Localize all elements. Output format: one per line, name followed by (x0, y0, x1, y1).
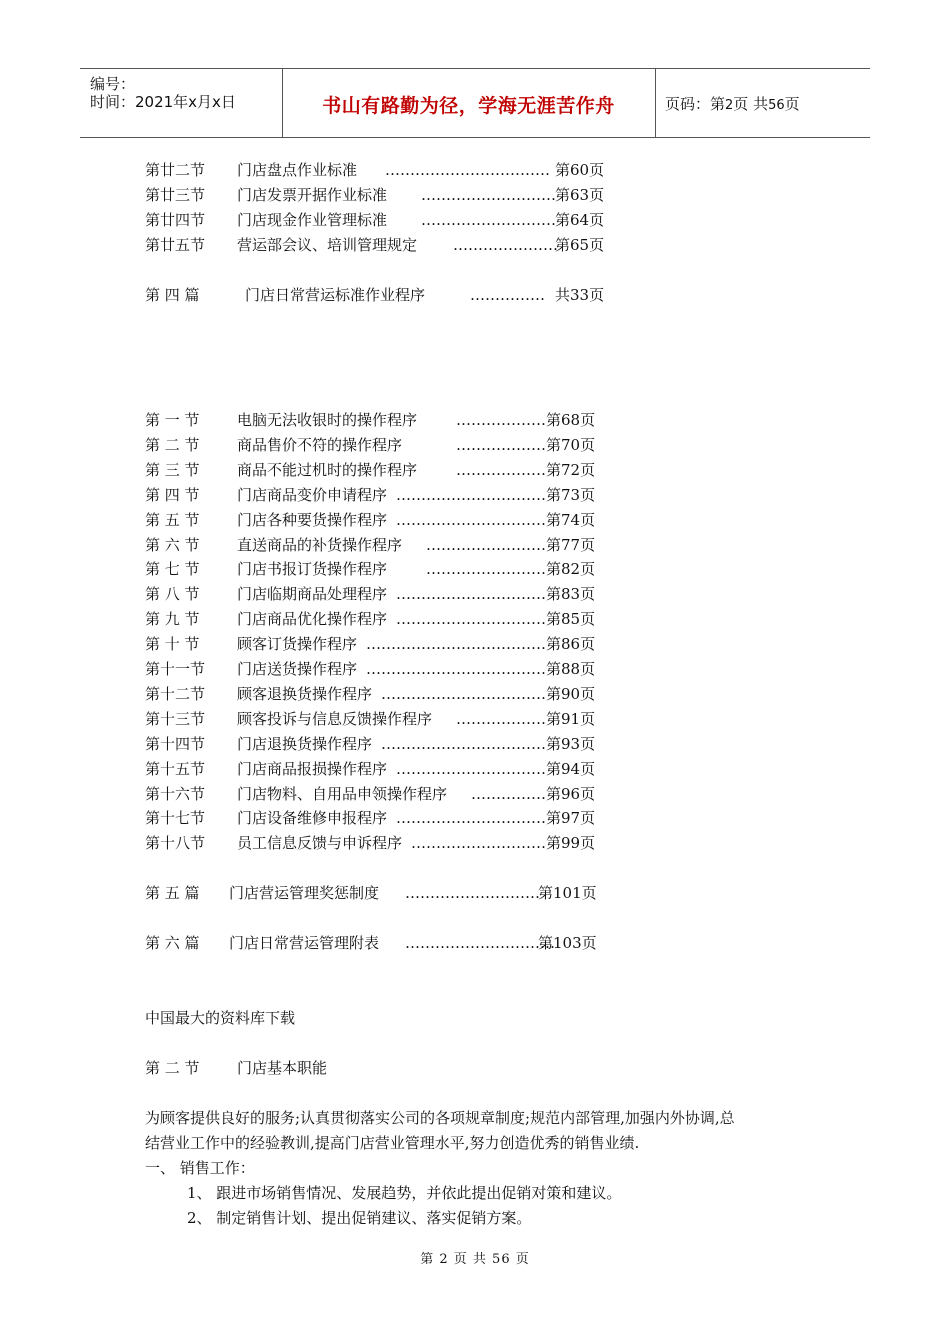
toc-page: 第86页 (546, 635, 596, 653)
toc-title: 门店书报订货操作程序 (237, 560, 388, 578)
toc-dots: ………………………… (396, 511, 546, 529)
toc-section: 第廿四节 (145, 211, 206, 229)
download-note: 中国最大的资料库下载 (145, 1009, 296, 1027)
toc-section: 第 四 篇 (145, 286, 200, 304)
toc-title: 门店临期商品处理程序 (237, 585, 388, 603)
toc-title: 直送商品的补货操作程序 (237, 536, 403, 554)
toc-page: 第96页 (546, 785, 596, 803)
toc-page: 第101页 (538, 884, 597, 902)
toc-section: 第十一节 (145, 660, 206, 678)
toc-page: 第94页 (546, 760, 596, 778)
toc-section: 第十五节 (145, 760, 206, 778)
toc-page: 第91页 (546, 710, 596, 728)
toc-dots: ……………………………… (366, 660, 546, 678)
toc-page: 第88页 (546, 660, 596, 678)
toc-page: 第64页 (555, 211, 605, 229)
toc-title: 门店营运管理奖惩制度 (229, 884, 380, 902)
toc-title: 门店日常营运标准作业程序 (245, 286, 426, 304)
toc-dots: ……………………… (421, 186, 556, 204)
toc-page: 第65页 (555, 236, 605, 254)
page-footer: 第 2 页 共 56 页 (420, 1252, 530, 1267)
toc-dots: ………………… (453, 236, 558, 254)
toc-page: 第60页 (555, 161, 605, 179)
toc-dots: ……………………………… (366, 635, 546, 653)
toc-page: 第93页 (546, 735, 596, 753)
paragraph-line: 为顾客提供良好的服务;认真贯彻落实公司的各项规章制度;规范内部管理,加强内外协调,总 (145, 1109, 735, 1127)
toc-page: 第68页 (546, 411, 596, 429)
toc-section: 第 十 节 (145, 635, 200, 653)
section-number: 第 二 节 (145, 1059, 200, 1077)
toc-dots: ……………………… (405, 884, 540, 902)
page-header (80, 68, 870, 138)
toc-dots: ………………………… (396, 585, 546, 603)
toc-page: 第99页 (546, 834, 596, 852)
toc-title: 门店送货操作程序 (237, 660, 358, 678)
toc-title: 门店退换货操作程序 (237, 735, 373, 753)
toc-section: 第 二 节 (145, 436, 200, 454)
toc-page: 第73页 (546, 486, 596, 504)
toc-title: 顾客投诉与信息反馈操作程序 (237, 710, 433, 728)
toc-title: 顾客订货操作程序 (237, 635, 358, 653)
toc-title: 商品不能过机时的操作程序 (237, 461, 418, 479)
toc-page: 第72页 (546, 461, 596, 479)
toc-dots: …………………………… (381, 685, 546, 703)
toc-section: 第 三 节 (145, 461, 200, 479)
toc-page: 第77页 (546, 536, 596, 554)
toc-dots: …………… (470, 286, 545, 304)
toc-section: 第 七 节 (145, 560, 200, 578)
paragraph-line: 结营业工作中的经验教训,提高门店营业管理水平,努力创造优秀的销售业绩. (145, 1134, 640, 1152)
toc-title: 门店盘点作业标准 (237, 161, 358, 179)
toc-section: 第十六节 (145, 785, 206, 803)
toc-title: 顾客退换货操作程序 (237, 685, 373, 703)
sales-heading: 一、 销售工作： (145, 1159, 255, 1177)
toc-title: 门店日常营运管理附表 (229, 934, 380, 952)
toc-section: 第十四节 (145, 735, 206, 753)
toc-section: 第廿五节 (145, 236, 206, 254)
section-title: 门店基本职能 (237, 1059, 328, 1077)
toc-section: 第十七节 (145, 809, 206, 827)
toc-title: 门店设备维修申报程序 (237, 809, 388, 827)
number-label: 编号： (90, 75, 136, 93)
toc-title: 门店物料、自用品申领操作程序 (237, 785, 448, 803)
toc-title: 门店发票开据作业标准 (237, 186, 388, 204)
toc-section: 第 六 节 (145, 536, 200, 554)
toc-section: 第 六 篇 (145, 934, 200, 952)
toc-page: 第70页 (546, 436, 596, 454)
toc-dots: …………………………… (385, 161, 550, 179)
toc-title: 员工信息反馈与申诉程序 (237, 834, 403, 852)
toc-dots: ………………………… (396, 760, 546, 778)
toc-title: 门店现金作业管理标准 (237, 211, 388, 229)
toc-title: 门店商品报损操作程序 (237, 760, 388, 778)
toc-section: 第 八 节 (145, 585, 200, 603)
toc-dots: ………………………… (396, 610, 546, 628)
sales-item: 2、 制定销售计划、提出促销建议、落实促销方案。 (187, 1209, 532, 1227)
motto-text: 书山有路勤为径，学海无涯苦作舟 (322, 95, 615, 117)
toc-section: 第 四 节 (145, 486, 200, 504)
toc-title: 电脑无法收银时的操作程序 (237, 411, 418, 429)
toc-dots: ………………………… (396, 809, 546, 827)
toc-dots: ……………… (456, 411, 546, 429)
header-motto-cell (282, 69, 656, 137)
toc-section: 第廿二节 (145, 161, 206, 179)
toc-title: 门店各种要货操作程序 (237, 511, 388, 529)
toc-section: 第 五 节 (145, 511, 200, 529)
toc-dots: ………………………… (405, 934, 555, 952)
toc-page: 第82页 (546, 560, 596, 578)
sales-item: 1、 跟进市场销售情况、发展趋势，并依此提出促销对策和建议。 (187, 1184, 622, 1202)
toc-dots: ………………………… (396, 486, 546, 504)
time-label: 时间：2021年x月x日 (90, 93, 236, 111)
toc-title: 门店商品优化操作程序 (237, 610, 388, 628)
toc-page: 第97页 (546, 809, 596, 827)
toc-section: 第 九 节 (145, 610, 200, 628)
page-prefix: 页码：第 (665, 95, 726, 113)
toc-title: 商品售价不符的操作程序 (237, 436, 403, 454)
toc-title: 门店商品变价申请程序 (237, 486, 388, 504)
toc-section: 第十二节 (145, 685, 206, 703)
toc-page: 第63页 (555, 186, 605, 204)
header-page-cell (655, 69, 870, 137)
toc-title: 营运部会议、培训管理规定 (237, 236, 418, 254)
toc-dots: …………………………… (381, 735, 546, 753)
toc-dots: ……………… (456, 436, 546, 454)
page-suffix: 页 (784, 95, 800, 113)
toc-dots: ……………… (456, 461, 546, 479)
toc-section: 第 一 节 (145, 411, 200, 429)
toc-section: 第十八节 (145, 834, 206, 852)
toc-dots: …………………… (426, 560, 546, 578)
toc-page: 第103页 (538, 934, 597, 952)
toc-dots: …………… (471, 785, 546, 803)
toc-dots: ……………… (456, 710, 546, 728)
toc-section: 第十三节 (145, 710, 206, 728)
page-current: 2 (725, 98, 734, 113)
page-code (665, 93, 800, 114)
toc-page: 第74页 (546, 511, 596, 529)
toc-page: 第85页 (546, 610, 596, 628)
toc-dots: ……………………… (421, 211, 556, 229)
toc-page: 共33页 (555, 286, 605, 304)
toc-dots: ……………………… (411, 834, 546, 852)
header-meta (80, 69, 283, 137)
toc-section: 第廿三节 (145, 186, 206, 204)
page-total: 56 (768, 98, 785, 113)
page-middle: 页 共 (733, 95, 769, 113)
toc-page: 第83页 (546, 585, 596, 603)
toc-page: 第90页 (546, 685, 596, 703)
toc-section: 第 五 篇 (145, 884, 200, 902)
toc-dots: …………………… (426, 536, 546, 554)
